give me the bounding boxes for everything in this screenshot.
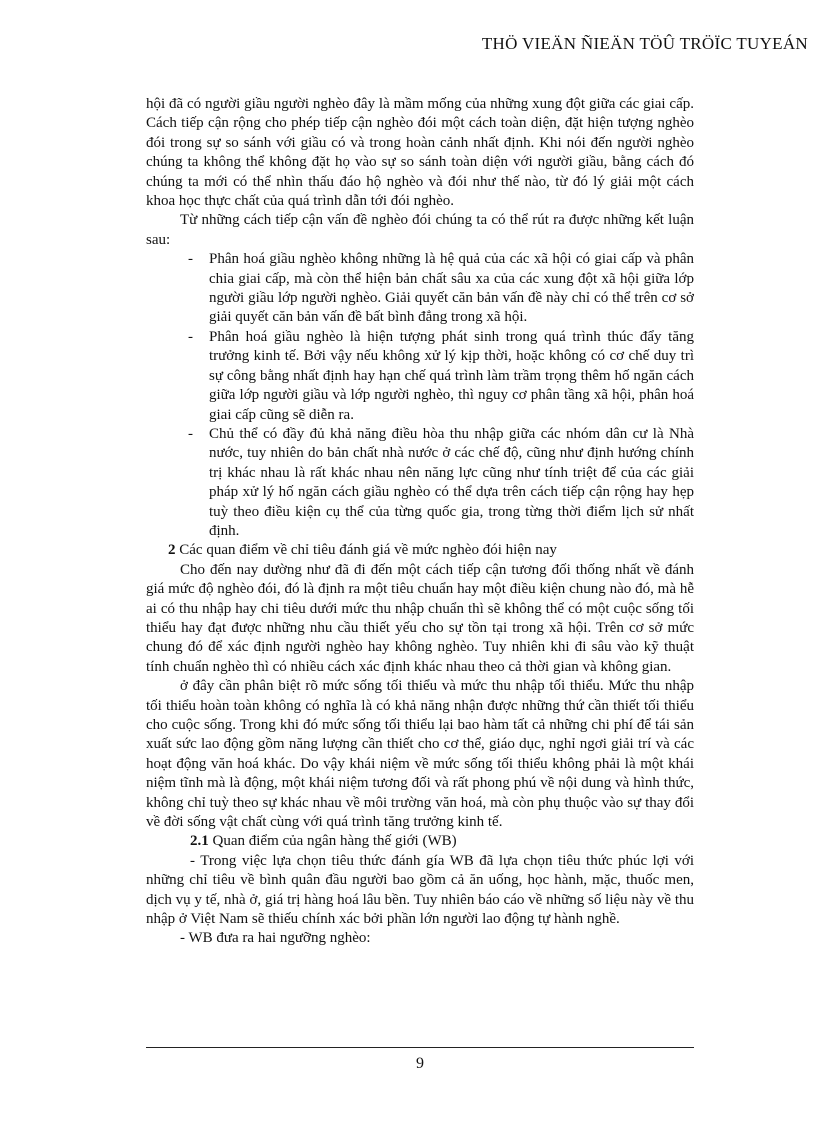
paragraph-4: ở đây cần phân biệt rõ mức sống tối thiểu và mức thu nhập tối thiểu. Mức thu nhập tối thiểu hoàn toàn không có nghĩa là có khả năng nhận được những thứ cần thiết tối thiểu cho cuộc sống. Trong khi đó mức sống tối thiểu lại bao hàm tất cả những chi phí để tái sản xuất sức lao động gồm năng lượng cần thiết cho cơ thể, giáo dục, nghỉ ngơi giải trí và các hoạt động văn hoá khác. Do vậy khái niệm về mức sống tối thiểu không phải là một khái niệm tĩnh mà là động, một khái niệm tương đối và rất phong phú về nội dung và hình thức, không chỉ tuỳ theo sự khác nhau về môi trường văn hoá, mà còn phụ thuộc vào sự thay đổi về đời sống vật chất cùng với quá trình tăng trưởng kinh tế. [146, 678, 694, 831]
bullet-dash: - [188, 425, 193, 442]
list-item-text: Phân hoá giầu nghèo là hiện tượng phát sinh trong quá trình thúc đẩy tăng trưởng kinh tế. Bởi vậy nếu không xử lý kịp thời, hoặc không có cơ chế duy trì sự công bằng nhất định hay hạn chế quá trình làm trầm trọng thêm hố ngăn cách giữa lớp người giầu và lớp người nghèo, thì nguy cơ phân tầng xã hội, phân hoá giai cấp cũng sẽ diễn ra. [209, 328, 694, 423]
list-item [188, 425, 694, 541]
section-2-heading [146, 541, 694, 560]
conclusion-list [146, 250, 694, 541]
section-2-number: 2 [168, 542, 176, 559]
paragraph-6: - WB đưa ra hai ngưỡng nghèo: [180, 930, 371, 947]
page-number: 9 [416, 1055, 424, 1072]
section-2-1-title: Quan điểm của ngân hàng thế giới (WB) [212, 833, 457, 850]
bullet-dash: - [188, 328, 193, 345]
list-item-text: Phân hoá giầu nghèo không những là hệ quả của các xã hội có giai cấp và phân chia giai cấp, mà còn thể hiện bản chất sâu xa của các xung đột xã hội giữa lớp người giầu lớp người nghèo. Giải quyết căn bản vấn đề này chỉ có thể trên cơ sở giải quyết căn bản vấn đề bất bình đẳng trong xã hội. [209, 251, 694, 326]
document-body [146, 95, 694, 949]
section-2-1-number: 2.1 [190, 833, 209, 850]
paragraph-3: Cho đến nay dường như đã đi đến một cách tiếp cận tương đối thống nhất về đánh giá mức độ nghèo đói, đó là định ra một tiêu chuẩn hay một điều kiện chung nào đó, mà hễ ai có thu nhập hay chi tiêu dưới mức thu nhập chuẩn thì sẽ không thể có một cuộc sống tối thiểu hay đạt được những nhu cầu thiết yếu cho sự tồn tại trong xã hội. Trên cơ sở mức chung đó để xác định người nghèo hay không nghèo. Tuy nhiên khi đi sâu vào kỹ thuật tính chuẩn nghèo thì có nhiều cách xác định khác nhau theo cả thời gian và không gian. [146, 561, 694, 675]
footer-divider [146, 1047, 694, 1048]
paragraph-1: hội đã có người giầu người nghèo đây là mầm mống của những xung đột giữa các giai cấp. Cách tiếp cận rộng cho phép tiếp cận nghèo đói một cách toàn diện, đặt hiện tượng nghèo đói trong sự so sánh với giầu có và trong hoàn cảnh nhất định. Khi nói đến người nghèo chúng ta không thể không đặt họ vào sự so sánh toàn diện với người giầu, bằng cách đó chúng ta mới có thể nhìn thấu đáo hộ nghèo và đói như thế nào, từ đó lý giải một cách khoa học thực chất của quá trình dẫn tới đói nghèo. [146, 96, 694, 210]
section-2-1-heading [146, 832, 694, 851]
paragraph-5: - Trong việc lựa chọn tiêu thức đánh gía WB đã lựa chọn tiêu thức phúc lợi với những chỉ tiêu về bình quân đầu người bao gồm cả ăn uống, học hành, mặc, thuốc men, dịch vụ y tế, nhà ở, giá trị hàng hoá lâu bền. Tuy nhiên báo cáo về những số liệu này về thu nhập ở Việt Nam sẽ thiếu chính xác bởi phần lớn người lao động tự hành nghề. [146, 852, 694, 928]
paragraph-2: Từ những cách tiếp cận vấn đề nghèo đói chúng ta có thể rút ra được những kết luận sau: [146, 212, 694, 248]
bullet-dash: - [188, 251, 193, 268]
list-item [188, 328, 694, 425]
list-item-text: Chủ thể có đầy đủ khả năng điều hòa thu nhập giữa các nhóm dân cư là Nhà nước, tuy nhiên do bản chất nhà nước ở các chế độ, cũng như định hướng chính trị khác nhau là rất khác nhau nên năng lực cũng như tính triệt để của các giải pháp xử lý hố ngăn cách giầu nghèo có thể dựa trên cách tiếp cận rộng hay hẹp tuỳ theo điều kiện cụ thể của từng quốc gia, trong từng thời điểm lịch sử nhất định. [209, 425, 694, 539]
section-2-title: Các quan điểm về chỉ tiêu đánh giá về mức nghèo đói hiện nay [179, 542, 557, 559]
page-header-title: THÖ VIEÄN ÑIEÄN TÖÛ TRÖÏC TUYEÁN [481, 34, 808, 53]
list-item [188, 250, 694, 328]
